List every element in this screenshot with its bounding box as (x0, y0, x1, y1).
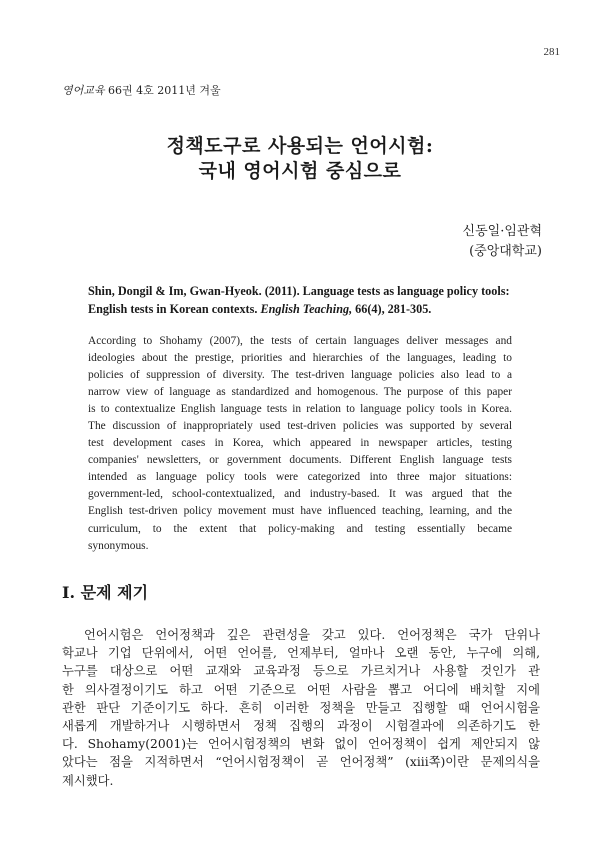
abstract-line: According to Shohamy (2007), the tests of certain languages deliver messages and (88, 335, 512, 347)
citation-plain: English tests in Korean contexts. (88, 302, 261, 316)
author-block (463, 222, 542, 262)
abstract-line: narrow view of language as standardized and homogenous. The purpose of this paper (88, 386, 512, 399)
citation (88, 282, 542, 318)
title-line-1: 정책도구로 사용되는 언어시험: (166, 135, 434, 157)
issue-info: 66권 4호 2011년 겨울 (108, 84, 221, 97)
running-header (62, 82, 221, 98)
citation-tail: 66(4), 281-305. (352, 302, 432, 316)
abstract-line: policies of suppression of diversity. The test-driven language policies also lead to a (88, 369, 512, 382)
abstract-line: is to contextualize English language tests in relation to language policy tools in Korea. (88, 403, 512, 416)
body-line: 언어시험은 언어정책과 깊은 관련성을 갖고 있다. 언어정책은 국가 단위나 (84, 628, 540, 642)
abstract-line: intended as language policy tools were categorized into three major situations: (88, 471, 512, 484)
page-number: 281 (543, 46, 560, 58)
body-line: 누구를 대상으로 어떤 교재와 교육과정 등으로 가르치거나 사용할 것인가 관 (62, 664, 540, 679)
abstract-line: synonymous. (88, 539, 149, 552)
body-line: 새롭게 개발하거나 시행하면서 정책 집행의 과정이 시험결과에 의존하기도 한 (62, 719, 540, 734)
body-line: 았다는 점을 지적하면서 “언어시험정책이 곧 언어정책” (xiii쪽)이란 문제의식을 (62, 755, 540, 770)
abstract-line: test development cases in Korea, which appeared in newspaper articles, testing (88, 437, 512, 450)
abstract (88, 333, 512, 555)
body-line: 다. Shohamy(2001)는 언어시험정책의 변화 없이 언어정책이 쉽게 제안되지 않 (62, 737, 540, 752)
body-line: 제시했다. (62, 773, 114, 788)
abstract-line: English test-driven policy movement must have influenced teaching, learning, and the (88, 505, 512, 518)
abstract-line: curriculum, to the extent that policy-making and testing essentially became (88, 522, 512, 535)
journal-name: 영어교육 (62, 84, 105, 97)
paper-title (0, 134, 600, 184)
section-heading: I. 문제 제기 (62, 583, 149, 602)
title-line-2: 국내 영어시험 중심으로 (198, 160, 402, 182)
citation-journal: English Teaching, (260, 302, 353, 316)
citation-line-1: Shin, Dongil & Im, Gwan-Hyeok. (2011). Language tests as language policy tools: (88, 284, 510, 298)
author-names: 신동일·임관혁 (462, 224, 542, 239)
abstract-line: companies' newsletters, or government documents. Different English language tests (88, 454, 512, 467)
body-paragraph (62, 626, 540, 790)
author-affiliation: (중앙대학교) (469, 244, 542, 259)
body-line: 관한 판단 기준이기도 하다. 흔히 이러한 정책을 만들고 집행할 때 언어시험을 (62, 700, 540, 715)
abstract-line: government-led, school-contextualized, and industry-based. It was argued that the (88, 488, 512, 501)
body-line: 한 의사결정이기도 하고 어떤 기준으로 어떤 사람을 뽑고 어디에 배치할 지에 (62, 682, 540, 697)
abstract-line: ideologies about the prestige, priorities and hierarchies of the languages, leading to (88, 352, 512, 365)
body-line: 학교나 기업 단위에서, 어떤 언어를, 언제부터, 얼마나 오랜 동안, 누구에 의해, (62, 646, 540, 661)
abstract-line: The discussion of inappropriately used test-driven policies was supported by several (88, 420, 512, 433)
citation-line-2 (88, 300, 542, 318)
